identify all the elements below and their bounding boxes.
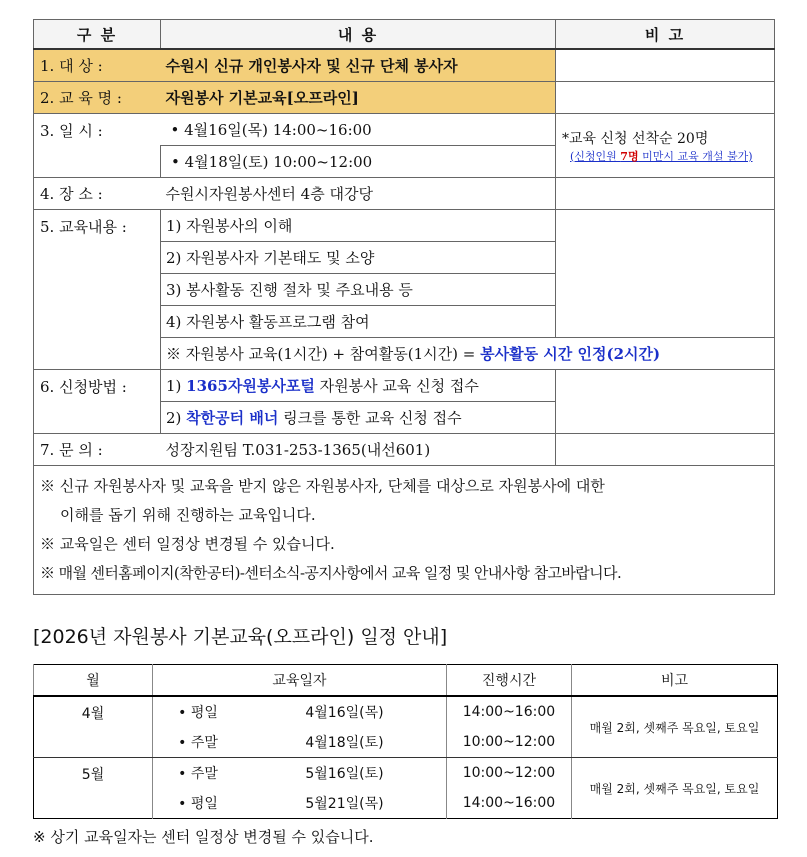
note-line-2: 이해를 돕기 위해 진행하는 교육입니다. [60, 506, 316, 524]
apply-label: 6. 신청방법 : [34, 370, 161, 434]
header-content: 내 용 [161, 20, 556, 50]
schedule-type: • 주말 [153, 727, 244, 758]
schedule-date: 4월18일(토) [243, 727, 446, 758]
schedule-month-april: 4월 [34, 696, 153, 758]
target-value: 수원시 신규 개인봉사자 및 신규 단체 봉사자 [161, 49, 556, 82]
banner-link[interactable]: 착한공터 배너 [186, 409, 279, 427]
place-value: 수원시자원봉사센터 4층 대강당 [161, 178, 556, 210]
curriculum-item-4: 4) 자원봉사 활동프로그램 참여 [161, 306, 556, 338]
datetime-label: 3. 일 시 : [34, 114, 161, 178]
course-remarks [556, 82, 775, 114]
datetime-remarks [556, 114, 775, 178]
target-remarks [556, 49, 775, 82]
curriculum-remarks [556, 210, 775, 338]
curriculum-item-3: 3) 봉사활동 진행 절차 및 주요내용 등 [161, 274, 556, 306]
contact-remarks [556, 434, 775, 466]
notes-cell [34, 466, 775, 595]
schedule-type: • 주말 [153, 758, 244, 789]
minimum-note: (신청인원 7명 미만시 교육 개설 불가) [570, 149, 753, 163]
schedule-remarks-april: 매월 2회, 셋째주 목요일, 토요일 [571, 696, 777, 758]
schedule-type: • 평일 [153, 696, 244, 727]
curriculum-label: 5. 교육내용 : [34, 210, 161, 370]
place-remarks [556, 178, 775, 210]
schedule-remarks-may: 매월 2회, 셋째주 목요일, 토요일 [571, 758, 777, 819]
place-label: 4. 장 소 : [34, 178, 161, 210]
curriculum-item-2: 2) 자원봉사자 기본태도 및 소양 [161, 242, 556, 274]
apply-method-2: 2) 착한공터 배너 링크를 통한 교육 신청 접수 [161, 402, 556, 434]
apply-remarks [556, 370, 775, 434]
course-label: 2. 교 육 명 : [34, 82, 161, 114]
note-line-1: ※ 신규 자원봉사자 및 교육을 받지 않은 자원봉사자, 단체를 대상으로 자원봉사에 대한 [40, 477, 605, 495]
schedule-header-date: 교육일자 [153, 665, 447, 697]
schedule-footnote: ※ 상기 교육일자는 센터 일정상 변경될 수 있습니다. [33, 828, 374, 846]
target-label: 1. 대 상 : [34, 49, 161, 82]
header-remarks: 비 고 [556, 20, 775, 50]
schedule-time: 10:00~12:00 [446, 758, 571, 789]
schedule-date: 4월16일(목) [305, 705, 384, 721]
schedule-date: 5월21일(목) [305, 796, 384, 812]
schedule-time: 14:00~16:00 [446, 696, 571, 727]
course-value: 자원봉사 기본교육[오프라인] [161, 82, 556, 114]
apply-method-1: 1) 1365자원봉사포털 자원봉사 교육 신청 접수 [161, 370, 556, 402]
schedule-time: 14:00~16:00 [446, 788, 571, 819]
schedule-header-time: 진행시간 [446, 665, 571, 697]
portal-link[interactable]: 1365자원봉사포털 [186, 377, 315, 395]
schedule-month-may: 5월 [81, 767, 105, 783]
schedule-title: [2026년 자원봉사 기본교육(오프라인) 일정 안내] [33, 626, 448, 648]
header-category: 구 분 [34, 20, 161, 50]
course-info-table [33, 19, 775, 595]
contact-value: 성장지원팀 T.031-253-1365(내선601) [161, 434, 556, 466]
datetime-1: • 4월16일(목) 14:00~16:00 [161, 114, 556, 146]
schedule-header-remarks: 비고 [571, 665, 777, 697]
schedule-header-month: 월 [34, 665, 153, 697]
schedule-time: 10:00~12:00 [446, 727, 571, 758]
schedule-type: • 평일 [153, 788, 244, 819]
contact-label: 7. 문 의 : [34, 434, 161, 466]
datetime-2: • 4월18일(토) 10:00~12:00 [161, 146, 556, 178]
schedule-date: 5월16일(토) [305, 766, 384, 782]
schedule-table [33, 664, 778, 819]
capacity-note: *교육 신청 선착순 20명 [562, 130, 709, 147]
curriculum-note: ※ 자원봉사 교육(1시간) + 참여활동(1시간) = 봉사활동 시간 인정(2시간) [161, 338, 775, 370]
note-line-3: ※ 교육일은 센터 일정상 변경될 수 있습니다. [40, 535, 335, 553]
curriculum-item-1: 1) 자원봉사의 이해 [161, 210, 556, 242]
note-line-4: ※ 매월 센터홈페이지(착한공터)-센터소식-공지사항에서 교육 일정 및 안내사항 참고바랍니다. [40, 564, 622, 582]
